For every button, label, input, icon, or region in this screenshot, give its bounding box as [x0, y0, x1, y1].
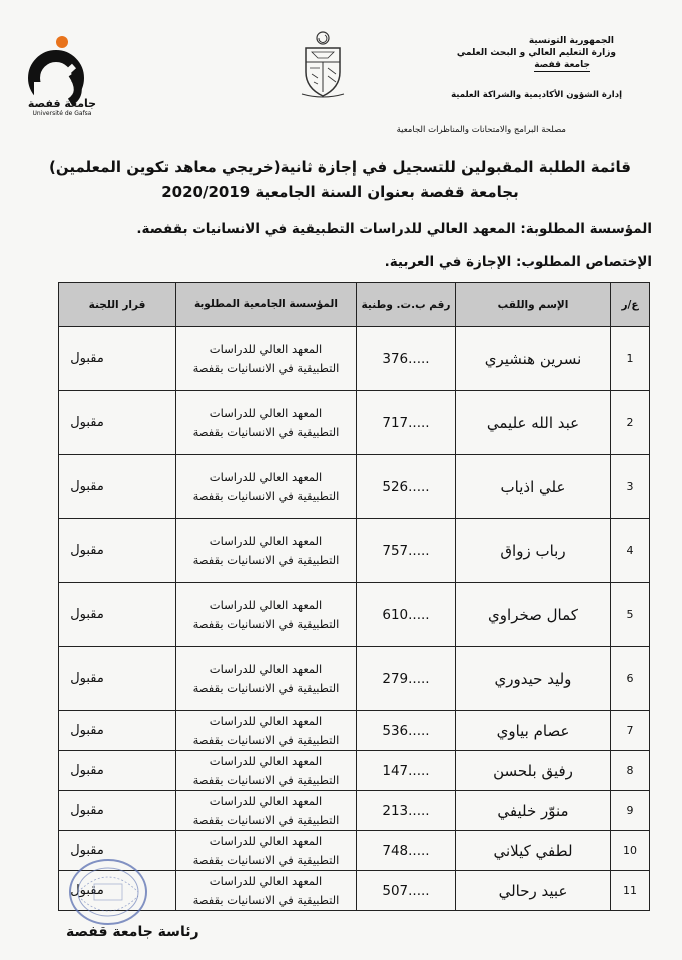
institution-line2: التطبيقية في الانسانيات بقفصة: [192, 552, 340, 567]
student-name: وليد حيدوري: [456, 647, 611, 711]
header-university: جامعة قفصة: [534, 60, 590, 70]
institution-cell: [176, 583, 357, 647]
decision-text: مقبول: [70, 351, 104, 366]
tunisia-coat-of-arms-icon: [298, 30, 348, 100]
decision-text: مقبول: [70, 607, 104, 622]
national-id: 526.....: [357, 455, 456, 519]
row-number: 3: [611, 455, 650, 519]
row-number: 4: [611, 519, 650, 583]
student-name: علي اذياب: [456, 455, 611, 519]
institution-line1: المعهد العالي للدراسات: [209, 597, 323, 612]
header-department: إدارة الشؤون الأكاديمية والشراكة العلمية: [451, 90, 622, 100]
footer-signature: رئاسة جامعة قفصة: [66, 924, 199, 940]
student-name: نسرين هنشيري: [456, 327, 611, 391]
decision-cell: [59, 391, 176, 455]
table-header-row: [59, 283, 650, 327]
student-name: عصام بياوي: [456, 711, 611, 751]
institution-cell: [176, 647, 357, 711]
national-id: 748.....: [357, 831, 456, 871]
decision-text: مقبول: [70, 843, 104, 858]
table-row: [59, 647, 650, 711]
institution-line1: المعهد العالي للدراسات: [209, 873, 323, 888]
decision-cell: [59, 583, 176, 647]
institution-line1: المعهد العالي للدراسات: [209, 713, 323, 728]
admitted-students-table: [58, 282, 650, 911]
student-name: عبيد رحالي: [456, 871, 611, 911]
institution-cell: [176, 751, 357, 791]
institution-line1: المعهد العالي للدراسات: [209, 793, 323, 808]
national-id: 717.....: [357, 391, 456, 455]
institution-cell: [176, 871, 357, 911]
national-id: 147.....: [357, 751, 456, 791]
national-id: 507.....: [357, 871, 456, 911]
decision-cell: [59, 519, 176, 583]
institution-line2: التطبيقية في الانسانيات بقفصة: [192, 892, 340, 907]
institution-line1: المعهد العالي للدراسات: [209, 405, 323, 420]
decision-text: مقبول: [70, 803, 104, 818]
institution-line1: المعهد العالي للدراسات: [209, 661, 323, 676]
table-row: [59, 391, 650, 455]
logo-name-fr: Université de Gafsa: [32, 110, 92, 117]
national-id: 213.....: [357, 791, 456, 831]
col-header-decision: قرار اللجنة: [59, 283, 176, 327]
institution-cell: [176, 791, 357, 831]
institution-line2: التطبيقية في الانسانيات بقفصة: [192, 852, 340, 867]
header-ministry: وزارة التعليم العالي و البحث العلمي: [456, 48, 616, 58]
institution-line1: المعهد العالي للدراسات: [209, 533, 323, 548]
student-name: رباب زواق: [456, 519, 611, 583]
official-stamp-icon: [64, 856, 164, 930]
row-number: 8: [611, 751, 650, 791]
header-republic: الجمهورية التونسية: [528, 36, 614, 46]
table-row: [59, 711, 650, 751]
table-row: [59, 791, 650, 831]
institution-line2: التطبيقية في الانسانيات بقفصة: [192, 772, 340, 787]
row-number: 10: [611, 831, 650, 871]
row-number: 5: [611, 583, 650, 647]
national-id: 610.....: [357, 583, 456, 647]
institution-line1: المعهد العالي للدراسات: [209, 753, 323, 768]
student-name: كمال صخراوي: [456, 583, 611, 647]
decision-cell: [59, 791, 176, 831]
student-name: رفيق بلحسن: [456, 751, 611, 791]
institution-cell: [176, 831, 357, 871]
decision-text: مقبول: [70, 543, 104, 558]
institution-cell: [176, 519, 357, 583]
document-subtitle: بجامعة قفصة بعنوان السنة الجامعية 2020/2019: [161, 183, 519, 201]
document-title: قائمة الطلبة المقبولين للتسجيل في إجازة ثانية(خريجي معاهد تكوين المعلمين): [49, 158, 631, 176]
national-id: 757.....: [357, 519, 456, 583]
table-row: [59, 327, 650, 391]
decision-cell: [59, 455, 176, 519]
table-row: [59, 519, 650, 583]
row-number: 9: [611, 791, 650, 831]
table-row: [59, 583, 650, 647]
institution-line2: التطبيقية في الانسانيات بقفصة: [192, 680, 340, 695]
decision-text: مقبول: [70, 415, 104, 430]
requested-institution: المؤسسة المطلوبة: المعهد العالي للدراسات التطبيقية في الانسانيات بقفصة.: [136, 221, 652, 237]
institution-cell: [176, 711, 357, 751]
institution-cell: [176, 455, 357, 519]
institution-cell: [176, 391, 357, 455]
student-name: عبد الله عليمي: [456, 391, 611, 455]
institution-line2: التطبيقية في الانسانيات بقفصة: [192, 812, 340, 827]
col-header-name: الإسم واللقب: [456, 283, 611, 327]
row-number: 2: [611, 391, 650, 455]
row-number: 7: [611, 711, 650, 751]
col-header-num: ع/ر: [611, 283, 650, 327]
student-name: لطفي كيلاني: [456, 831, 611, 871]
institution-line1: المعهد العالي للدراسات: [209, 833, 323, 848]
col-header-id: رقم ب.ت. وطنية: [357, 283, 456, 327]
row-number: 6: [611, 647, 650, 711]
decision-cell: [59, 647, 176, 711]
decision-cell: [59, 327, 176, 391]
table-row: [59, 455, 650, 519]
national-id: 279.....: [357, 647, 456, 711]
national-id: 536.....: [357, 711, 456, 751]
row-number: 1: [611, 327, 650, 391]
institution-line2: التطبيقية في الانسانيات بقفصة: [192, 616, 340, 631]
institution-line2: التطبيقية في الانسانيات بقفصة: [192, 732, 340, 747]
logo-name-ar: جامعة قفصة: [27, 97, 97, 110]
requested-specialty: الإختصاص المطلوب: الإجازة في العربية.: [384, 254, 652, 270]
header-service: مصلحة البرامج والامتحانات والمناظرات الجامعية: [396, 125, 566, 135]
decision-cell: [59, 751, 176, 791]
institution-cell: [176, 327, 357, 391]
decision-text: مقبول: [70, 671, 104, 686]
row-number: 11: [611, 871, 650, 911]
student-name: منوّر خليفي: [456, 791, 611, 831]
decision-cell: [59, 711, 176, 751]
decision-text: مقبول: [70, 763, 104, 778]
institution-line2: التطبيقية في الانسانيات بقفصة: [192, 488, 340, 503]
institution-line1: المعهد العالي للدراسات: [209, 341, 323, 356]
decision-text: مقبول: [70, 479, 104, 494]
institution-line2: التطبيقية في الانسانيات بقفصة: [192, 360, 340, 375]
table-row: [59, 751, 650, 791]
col-header-institution: المؤسسة الجامعية المطلوبة: [176, 283, 357, 327]
decision-text: مقبول: [70, 883, 104, 898]
decision-text: مقبول: [70, 723, 104, 738]
national-id: 376.....: [357, 327, 456, 391]
institution-line2: التطبيقية في الانسانيات بقفصة: [192, 424, 340, 439]
institution-line1: المعهد العالي للدراسات: [209, 469, 323, 484]
